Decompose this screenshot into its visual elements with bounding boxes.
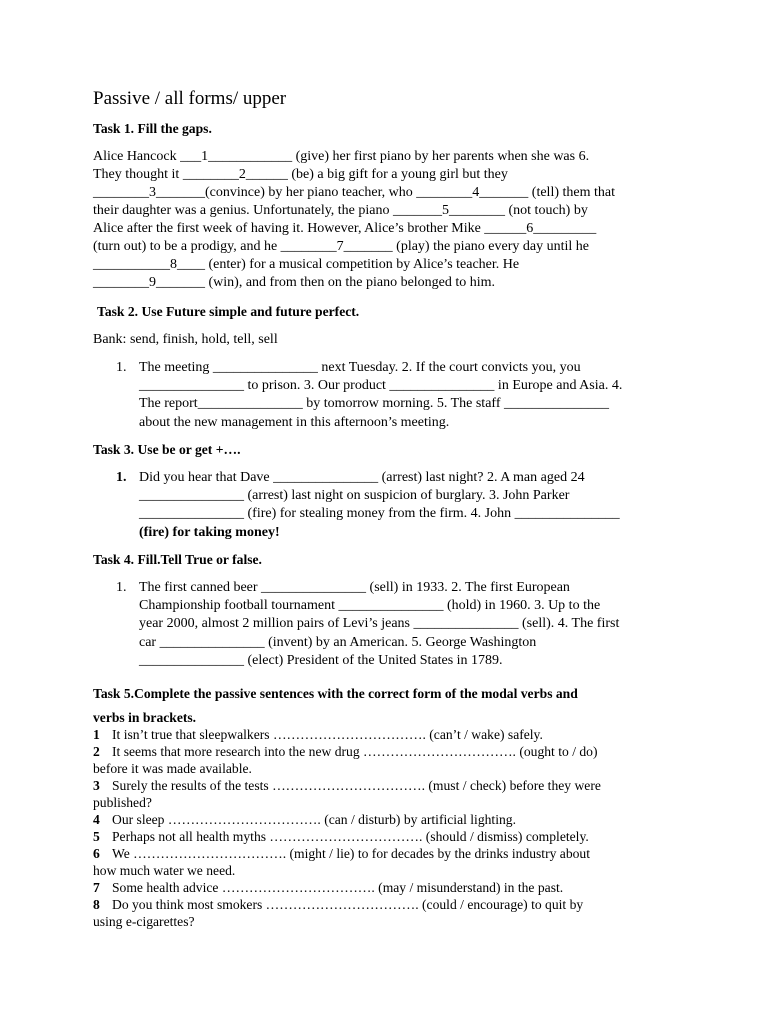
item-text: Perhaps not all health myths ……………………………. (should / dismiss) completely. bbox=[112, 829, 589, 844]
task5-item bbox=[93, 845, 601, 862]
item-text: Surely the results of the tests ……………………………. (must / check) before they were bbox=[112, 778, 601, 793]
list-number: 1. bbox=[116, 470, 127, 485]
task1-line: (turn out) to be a prodigy, and he ________7_______ (play) the piano every day until he bbox=[93, 239, 589, 254]
task5-item bbox=[93, 726, 601, 743]
task1-line: Alice Hancock ___1____________ (give) her first piano by her parents when she was 6. bbox=[93, 149, 590, 164]
task4-line: _______________ (elect) President of the United States in 1789. bbox=[139, 652, 503, 668]
task2-list-item bbox=[116, 359, 716, 439]
task5-item bbox=[93, 777, 601, 794]
task5-item bbox=[93, 879, 601, 896]
task1-line: ________3_______(convince) by her piano teacher, who ________4_______ (tell) them that bbox=[93, 185, 615, 200]
task5-item bbox=[93, 828, 601, 845]
item-number: 8 bbox=[93, 897, 100, 912]
task1-heading: Task 1. Fill the gaps. bbox=[93, 121, 212, 136]
task1-line: ________9_______ (win), and from then on the piano belonged to him. bbox=[93, 275, 496, 290]
task5-item bbox=[93, 896, 601, 913]
item-continuation: using e-cigarettes? bbox=[93, 914, 195, 929]
task4-line: year 2000, almost 2 million pairs of Levi’s jeans _______________ (sell). 4. The first bbox=[139, 616, 620, 632]
task4-line: car _______________ (invent) by an American. 5. George Washington bbox=[139, 634, 537, 650]
task3-bold-line: (fire) for taking money! bbox=[139, 524, 280, 540]
list-number: 1. bbox=[116, 360, 127, 375]
task5-item bbox=[93, 811, 601, 828]
list-number: 1. bbox=[116, 580, 127, 595]
item-text: Do you think most smokers ……………………………. (could / encourage) to quit by bbox=[112, 897, 584, 912]
task1-line: their daughter was a genius. Unfortunately, the piano _______5________ (not touch) by bbox=[93, 203, 588, 218]
task1-paragraph bbox=[93, 148, 615, 292]
task4-list-item bbox=[116, 579, 716, 674]
task2-line: about the new management in this afternoon’s meeting. bbox=[139, 414, 450, 430]
task2-line: The report_______________ by tomorrow morning. 5. The staff _______________ bbox=[139, 396, 609, 412]
task2-heading: Task 2. Use Future simple and future perfect. bbox=[97, 304, 360, 319]
task4-line: The first canned beer _______________ (sell) in 1933. 2. The first European bbox=[139, 580, 570, 595]
task1-line: ___________8____ (enter) for a musical competition by Alice’s teacher. He bbox=[93, 257, 520, 272]
item-number: 5 bbox=[93, 829, 100, 844]
task5-heading-line1: Task 5.Complete the passive sentences with the correct form of the modal verbs and bbox=[93, 686, 578, 701]
task3-line: Did you hear that Dave _______________ (arrest) last night? 2. A man aged 24 bbox=[139, 470, 585, 485]
item-number: 3 bbox=[93, 778, 100, 793]
task2-item-text bbox=[139, 359, 622, 432]
item-continuation: before it was made available. bbox=[93, 761, 252, 776]
task2-line: _______________ to prison. 3. Our product _______________ in Europe and Asia. 4. bbox=[139, 378, 623, 394]
task1-line: Alice after the first week of having it. However, Alice’s brother Mike ______6_________ bbox=[93, 221, 597, 236]
task2-line: The meeting _______________ next Tuesday. 2. If the court convicts you, you bbox=[139, 360, 581, 375]
task3-line: _______________ (fire) for stealing money from the firm. 4. John _______________ bbox=[139, 506, 620, 522]
item-continuation: published? bbox=[93, 795, 152, 810]
task3-line: _______________ (arrest) last night on suspicion of burglary. 3. John Parker bbox=[139, 488, 570, 504]
task5-heading-line2: verbs in brackets. bbox=[93, 710, 197, 725]
task5-item bbox=[93, 743, 601, 760]
item-number: 6 bbox=[93, 846, 100, 861]
item-number: 4 bbox=[93, 812, 100, 827]
task4-line: Championship football tournament _______________ (hold) in 1960. 3. Up to the bbox=[139, 598, 601, 614]
item-continuation: how much water we need. bbox=[93, 863, 236, 878]
task3-item-text bbox=[139, 469, 620, 542]
item-text: Some health advice ……………………………. (may / misunderstand) in the past. bbox=[112, 880, 564, 895]
task4-heading: Task 4. Fill.Tell True or false. bbox=[93, 552, 262, 567]
item-number: 2 bbox=[93, 744, 100, 759]
task1-line: They thought it ________2______ (be) a big gift for a young girl but they bbox=[93, 167, 508, 182]
task3-list-item bbox=[116, 469, 716, 549]
item-text: We ……………………………. (might / lie) to for decades by the drinks industry about bbox=[112, 846, 591, 861]
item-text: It isn’t true that sleepwalkers ……………………………. (can’t / wake) safely. bbox=[112, 727, 543, 742]
task5-list bbox=[93, 726, 601, 930]
page-title: Passive / all forms/ upper bbox=[93, 88, 287, 109]
item-text: It seems that more research into the new drug ……………………………. (ought to / do) bbox=[112, 744, 598, 759]
item-number: 7 bbox=[93, 880, 100, 895]
item-text: Our sleep ……………………………. (can / disturb) by artificial lighting. bbox=[112, 812, 516, 827]
item-number: 1 bbox=[93, 727, 100, 742]
task2-bank: Bank: send, finish, hold, tell, sell bbox=[93, 332, 278, 347]
task3-heading: Task 3. Use be or get +…. bbox=[93, 442, 241, 457]
task4-item-text bbox=[139, 579, 619, 670]
